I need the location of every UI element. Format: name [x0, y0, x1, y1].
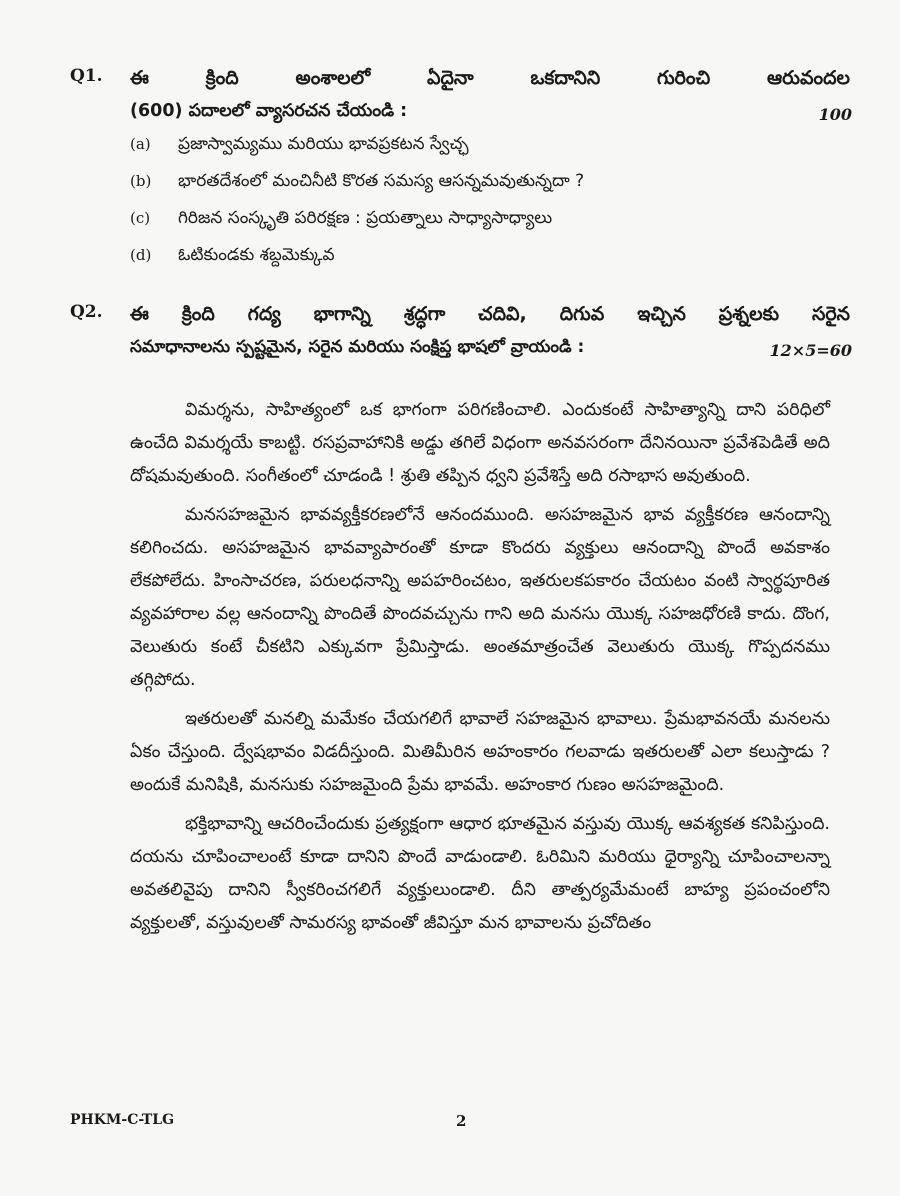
- option-c-label: (c): [130, 209, 151, 227]
- passage-paragraph-2: మనసహజమైన భావవ్యక్తీకరణలోనే ఆనందముంది. అసహజమైన భావ వ్యక్తీకరణ ఆనందాన్ని కలిగించదు. అసహజమైన భావవ్యాపారంతో కూడా కొందరు వ్యక్తులు ఆనందాన్ని పొందే అవకాశం లేకపోలేదు. హింసాచరణ, పరులధనాన్ని అపహరించటం, ఇతరులకపకారం చేయటం వంటి స్వార్థపూరిత వ్యవహారాల వల్ల ఆనందాన్ని పొందితే పొందవచ్చును గాని అది మనసు యొక్క సహజధోరణి కాదు. దొంగ, వెలుతురు కంటే చీకటిని ఎక్కువగా ప్రేమిస్తాడు. అంతమాత్రంచేత వెలుతురు యొక్క గొప్పదనము తగ్గిపోదు.: [130, 505, 830, 690]
- question-1-line-1: ఈ క్రింది అంశాలలో ఏదైనా ఒకదానిని గురించి ఆరువందల: [130, 67, 850, 89]
- question-2: [70, 298, 860, 364]
- option-b-text: భారతదేశంలో మంచినీటి కొరత సమస్య ఆసన్నమవుతున్నదా ?: [178, 171, 585, 191]
- option-d: [130, 237, 830, 274]
- question-2-line-1: ఈ క్రింది గద్య భాగాన్ని శ్రద్ధగా చదివి, దిగువ ఇచ్చిన ప్రశ్నలకు సరైన: [130, 303, 850, 325]
- passage-paragraph-3: ఇతరులతో మనల్ని మమేకం చేయగలిగే భావాలే సహజమైన భావాలు. ప్రేమభావనయే మనలను ఏకం చేస్తుంది. ద్వేషభావం విడదీస్తుంది. మితిమీరిన అహంకారం గలవాడు ఇతరులతో ఎలా కలుస్తాడు ? అందుకే మనిషికి, మనసుకు సహజమైంది ప్రేమ భావమే. అహంకార గుణం అసహజమైంది.: [130, 709, 830, 795]
- page-number: 2: [456, 1112, 467, 1130]
- paper-code: PHKM-C-TLG: [70, 1112, 175, 1128]
- question-1-line-2: (600) పదాలలో వ్యాసరచన చేయండి :: [130, 101, 408, 121]
- option-c: [130, 200, 830, 237]
- question-1-number: Q1.: [70, 66, 103, 86]
- question-1-marks: 100: [818, 105, 852, 124]
- option-d-label: (d): [130, 246, 152, 264]
- option-a-label: (a): [130, 135, 151, 153]
- question-1: [70, 62, 860, 128]
- question-2-line-2: సమాధానాలను స్పష్టమైన, సరైన మరియు సంక్షిప్త భాషలో వ్రాయండి :: [130, 337, 585, 357]
- passage-paragraph-1: విమర్శను, సాహిత్యంలో ఒక భాగంగా పరిగణించాలి. ఎందుకంటే సాహిత్యాన్ని దాని పరిధిలో ఉంచేది విమర్శయే కాబట్టి. రసప్రవాహానికి అడ్డు తగిలే విధంగా అనవసరంగా దేనినయినా ప్రవేశపెడితే అది దోషమవుతుంది. సంగీతంలో చూడండి ! శ్రుతి తప్పిన ధ్వని ప్రవేశిస్తే అది రసాభాస అవుతుంది.: [130, 400, 830, 486]
- prose-passage: [130, 394, 830, 946]
- option-a-text: ప్రజాస్వామ్యము మరియు భావప్రకటన స్వేచ్ఛ: [178, 134, 469, 154]
- question-1-options: [130, 126, 830, 274]
- question-2-number: Q2.: [70, 302, 103, 322]
- option-d-text: ఓటికుండకు శబ్దమెక్కువ: [178, 245, 335, 265]
- question-2-marks: 12×5=60: [769, 341, 852, 360]
- option-b-label: (b): [130, 172, 152, 190]
- option-c-text: గిరిజన సంస్కృతి పరిరక్షణ : ప్రయత్నాలు సాధ్యాసాధ్యాలు: [178, 208, 553, 228]
- passage-paragraph-4: భక్తిభావాన్ని ఆచరించేందుకు ప్రత్యక్షంగా ఆధార భూతమైన వస్తువు యొక్క ఆవశ్యకత కనిపిస్తుంది. దయను చూపించాలంటే కూడా దానిని పొందే వాడుండాలి. ఓరిమిని మరియు ధైర్యాన్ని చూపించాలన్నా అవతలివైపు దానిని స్వీకరించగలిగే వ్యక్తులుండాలి. దీని తాత్పర్యమేమంటే బాహ్య ప్రపంచంలోని వ్యక్తులతో, వస్తువులతో సామరస్య భావంతో జీవిస్తూ మన భావాలను ప్రచోదితం: [130, 814, 830, 933]
- option-a: [130, 126, 830, 163]
- option-b: [130, 163, 830, 200]
